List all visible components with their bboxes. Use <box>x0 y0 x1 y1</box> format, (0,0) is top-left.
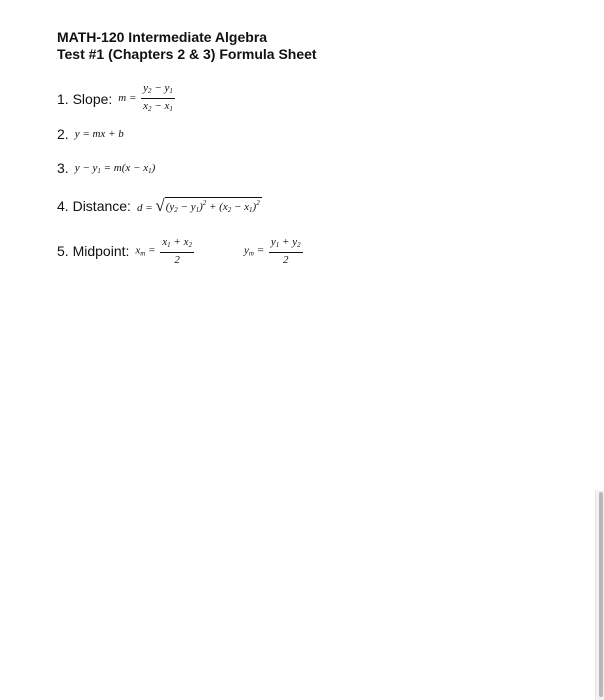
item-number: 5. Midpoint: <box>57 243 130 259</box>
slope-equation: m = $\frac{y_2 - y_1}{x_2 - x_1}$ <box>118 82 173 113</box>
item-number: 3. <box>57 160 69 176</box>
square-root-icon: √ <box>155 196 165 215</box>
formula-slope <box>57 82 177 115</box>
page-title <box>57 29 317 63</box>
item-number: 2. <box>57 126 69 142</box>
title-course: MATH-120 Intermediate Algebra <box>57 29 268 45</box>
formula-point-slope <box>57 160 155 176</box>
point-slope-equation: $y - y_1 = m(x - x_1)$ <box>74 161 156 175</box>
midpoint-x-equation: $x_m$ = $\frac{x_1 + x_2}{2}$ <box>135 236 192 266</box>
item-number: 1. Slope: <box>57 90 113 107</box>
formula-midpoint <box>57 236 305 266</box>
slope-intercept-equation: y = mx + b <box>74 128 124 140</box>
midpoint-y-equation: $y_m$ = $\frac{y_1 + y_2}{2}$ <box>243 236 301 266</box>
formula-slope-intercept <box>57 126 124 142</box>
formula-distance <box>57 197 262 214</box>
distance-equation: d = √ $(y_2 - y_1)^2 + (x_2 - x_1)^2$ <box>136 196 260 215</box>
scrollbar-thumb[interactable] <box>599 492 603 697</box>
title-test: Test #1 (Chapters 2 & 3) Formula Sheet <box>57 46 317 62</box>
item-number: 4. Distance: <box>57 197 131 214</box>
